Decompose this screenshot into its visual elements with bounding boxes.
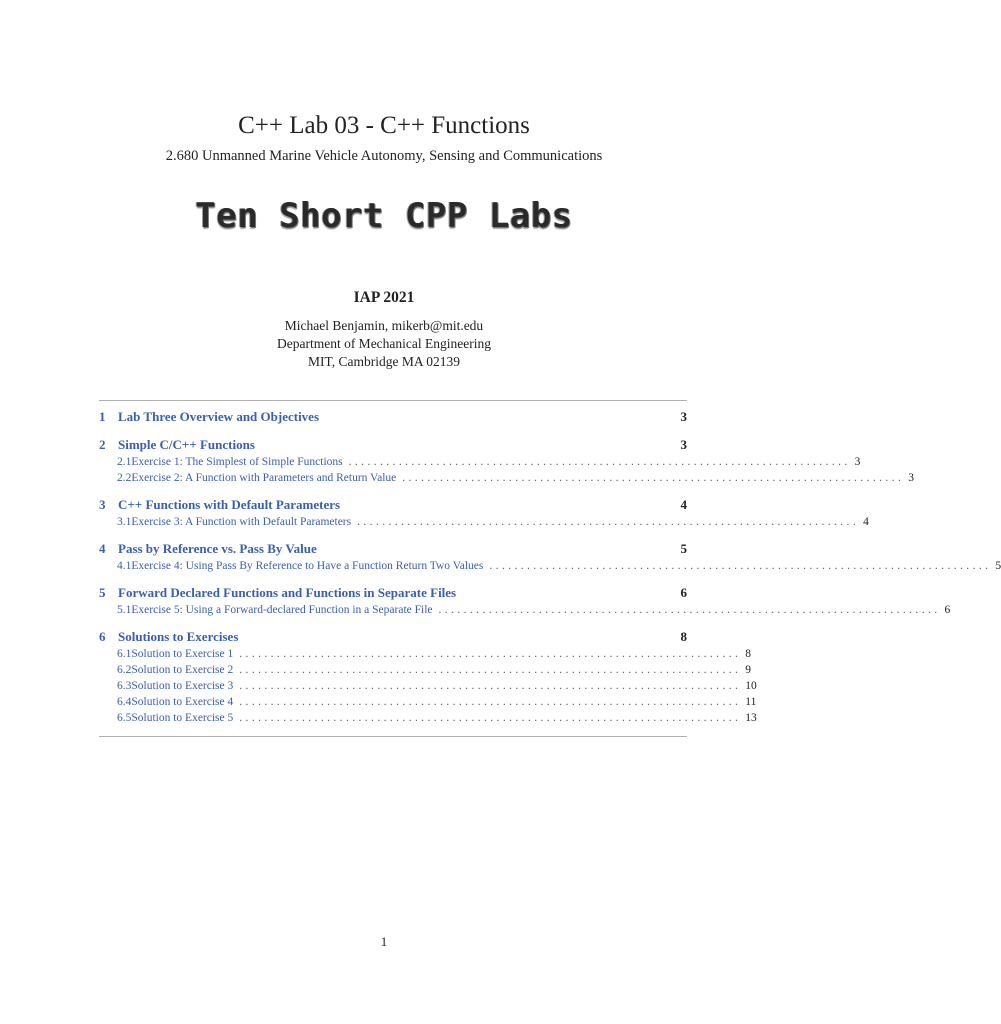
toc-section-page[interactable]: 8 — [680, 629, 687, 644]
toc-leader-dots: ................................................................................ — [357, 516, 860, 528]
toc-section-number: 2 — [99, 437, 106, 452]
toc-subsection-number: 6.5 — [117, 712, 132, 724]
toc-section-number: 4 — [99, 541, 106, 556]
toc-section-title[interactable]: Solutions to Exercises — [118, 629, 239, 644]
toc-section-title[interactable]: C++ Functions with Default Parameters — [118, 497, 341, 512]
toc-subsection-2.1[interactable] — [99, 454, 861, 470]
toc-section-page[interactable]: 6 — [680, 585, 687, 600]
toc-subsection-title[interactable]: Solution to Exercise 3 — [131, 680, 234, 692]
toc-leader-dots: ................................................................................ — [348, 456, 851, 468]
toc-subsection-page[interactable]: 10 — [745, 680, 757, 692]
toc-subsection-number: 5.1 — [117, 604, 132, 616]
toc-subsection-title[interactable]: Solution to Exercise 1 — [131, 648, 234, 660]
toc-subsection-title[interactable]: Solution to Exercise 5 — [131, 712, 234, 724]
toc-section-3[interactable] — [99, 496, 687, 514]
toc-section-page[interactable]: 3 — [680, 409, 687, 424]
toc-leader-dots: ................................................................................ — [239, 664, 742, 676]
table-of-contents — [99, 408, 1001, 726]
toc-subsection-number: 6.3 — [117, 680, 132, 692]
toc-subsection-title[interactable]: Solution to Exercise 2 — [131, 664, 234, 676]
toc-leader-dots: ................................................................................ — [438, 604, 941, 616]
toc-spacer — [99, 618, 687, 628]
course-subtitle: 2.680 Unmanned Marine Vehicle Autonomy, Sensing and Communications — [165, 148, 603, 164]
toc-section-page[interactable]: 3 — [680, 437, 687, 452]
toc-leader-dots: ................................................................................ — [489, 560, 992, 572]
toc-subsection-2.2[interactable] — [99, 470, 914, 486]
toc-subsection-6.2[interactable] — [99, 662, 752, 678]
toc-subsection-6.5[interactable] — [99, 710, 757, 726]
toc-subsection-title[interactable]: Exercise 1: The Simplest of Simple Functions — [131, 456, 343, 468]
toc-section-1[interactable] — [99, 408, 687, 426]
document-title: C++ Lab 03 - C++ Functions — [238, 112, 530, 139]
toc-section-page[interactable]: 5 — [680, 541, 687, 556]
address-line: MIT, Cambridge MA 02139 — [308, 354, 460, 369]
series-banner-logo: Ten Short CPP Labs — [195, 196, 573, 236]
toc-subsection-page[interactable]: 5 — [995, 560, 1001, 572]
department-line: Department of Mechanical Engineering — [276, 336, 492, 351]
toc-section-page[interactable]: 4 — [680, 497, 687, 512]
toc-subsection-6.4[interactable] — [99, 694, 757, 710]
toc-subsection-title[interactable]: Exercise 2: A Function with Parameters and Return Value — [131, 472, 397, 484]
page-number: 1 — [380, 934, 388, 949]
toc-bottom-rule — [99, 736, 687, 737]
toc-section-number: 3 — [99, 497, 106, 512]
toc-leader-dots: ................................................................................ — [239, 712, 742, 724]
toc-subsection-5.1[interactable] — [99, 602, 951, 618]
toc-section-5[interactable] — [99, 584, 687, 602]
toc-leader-dots: ................................................................................ — [239, 696, 742, 708]
toc-section-title[interactable]: Simple C/C++ Functions — [118, 437, 255, 452]
toc-subsection-3.1[interactable] — [99, 514, 869, 530]
toc-subsection-page[interactable]: 9 — [745, 664, 752, 676]
toc-section-number: 6 — [99, 629, 106, 644]
toc-section-2[interactable] — [99, 436, 687, 454]
toc-subsection-page[interactable]: 3 — [854, 456, 861, 468]
toc-leader-dots: ................................................................................ — [239, 648, 742, 660]
toc-subsection-title[interactable]: Exercise 4: Using Pass By Reference to Have a Function Return Two Values — [131, 560, 484, 572]
toc-section-number: 1 — [99, 409, 106, 424]
term-heading: IAP 2021 — [353, 289, 415, 306]
toc-subsection-number: 6.4 — [117, 696, 132, 708]
toc-leader-dots: ................................................................................ — [239, 680, 742, 692]
banner-container — [0, 196, 768, 236]
toc-spacer — [99, 426, 687, 436]
toc-section-title[interactable]: Pass by Reference vs. Pass By Value — [118, 541, 317, 556]
toc-subsection-title[interactable]: Exercise 5: Using a Forward-declared Function in a Separate File — [131, 604, 433, 616]
toc-subsection-title[interactable]: Solution to Exercise 4 — [131, 696, 234, 708]
toc-top-rule — [99, 400, 687, 401]
toc-subsection-number: 6.2 — [117, 664, 132, 676]
toc-subsection-title[interactable]: Exercise 3: A Function with Default Parameters — [131, 516, 352, 528]
toc-subsection-6.1[interactable] — [99, 646, 752, 662]
toc-subsection-number: 2.1 — [117, 456, 132, 468]
toc-subsection-page[interactable]: 11 — [745, 696, 757, 708]
toc-subsection-number: 4.1 — [117, 560, 132, 572]
toc-section-title[interactable]: Lab Three Overview and Objectives — [118, 409, 320, 424]
toc-subsection-page[interactable]: 13 — [745, 712, 757, 724]
toc-spacer — [99, 486, 687, 496]
toc-subsection-6.3[interactable] — [99, 678, 757, 694]
author-line: Michael Benjamin, mikerb@mit.edu — [284, 318, 484, 333]
toc-spacer — [99, 574, 687, 584]
toc-section-6[interactable] — [99, 628, 687, 646]
toc-subsection-page[interactable]: 4 — [863, 516, 869, 528]
toc-section-number: 5 — [99, 585, 106, 600]
toc-subsection-page[interactable]: 6 — [944, 604, 951, 616]
toc-section-title[interactable]: Forward Declared Functions and Functions in Separate Files — [118, 585, 457, 600]
toc-spacer — [99, 530, 687, 540]
toc-subsection-number: 6.1 — [117, 648, 132, 660]
toc-leader-dots: ................................................................................ — [402, 472, 905, 484]
toc-subsection-page[interactable]: 3 — [908, 472, 914, 484]
toc-subsection-number: 2.2 — [117, 472, 132, 484]
toc-subsection-page[interactable]: 8 — [745, 648, 752, 660]
toc-subsection-number: 3.1 — [117, 516, 132, 528]
toc-subsection-4.1[interactable] — [99, 558, 1001, 574]
toc-section-4[interactable] — [99, 540, 687, 558]
